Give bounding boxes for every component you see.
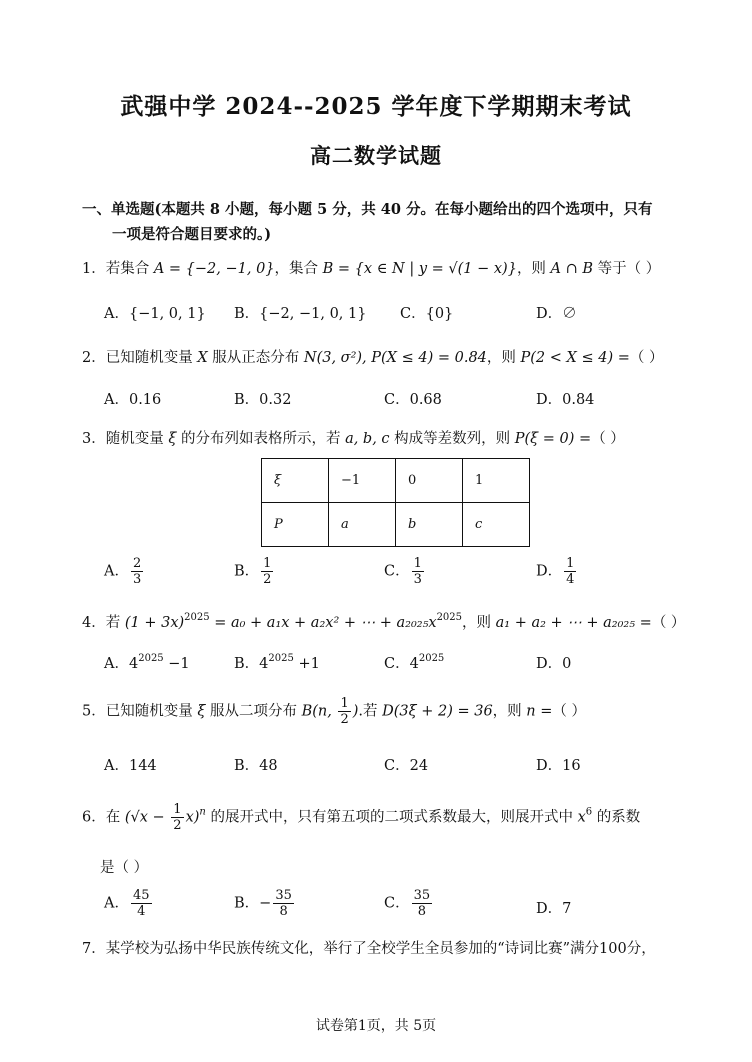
fraction-numerator: 2 <box>132 556 142 571</box>
question-6-continued: 是（ ） <box>100 860 149 876</box>
option-label: C． <box>384 895 410 912</box>
q4-option-a[interactable] <box>104 652 190 673</box>
math-expression: D(3ξ + 2) = 36 <box>382 703 493 720</box>
q5-option-a[interactable]: A．144 <box>104 758 157 774</box>
exponent: 2025 <box>436 612 463 623</box>
question-5 <box>82 696 586 727</box>
option-label: B． <box>234 656 260 672</box>
fraction <box>338 696 350 727</box>
fraction <box>261 556 273 587</box>
q3-option-a[interactable] <box>104 556 145 587</box>
exponent: 6 <box>585 806 593 818</box>
math-variable: x <box>577 809 586 826</box>
question-4 <box>82 611 685 632</box>
question-text: （ ） <box>629 350 664 366</box>
q2-option-c[interactable]: C．0.68 <box>384 392 442 408</box>
exponent: 2025 <box>268 653 294 664</box>
q3-option-d[interactable] <box>536 556 578 587</box>
fraction-numerator: 35 <box>413 888 431 903</box>
math-expression: a, b, c <box>345 431 390 447</box>
question-text: ，则 <box>492 703 527 720</box>
question-number: 2． <box>82 350 106 366</box>
fraction-denominator: 2 <box>263 572 272 587</box>
fraction-numerator: 35 <box>275 888 292 903</box>
table-cell: P <box>262 503 329 547</box>
q5-option-b[interactable]: B．48 <box>234 758 278 774</box>
math-expression: A = {−2, −1, 0} <box>153 261 275 277</box>
option-label: A． <box>104 656 129 672</box>
exponent: 2025 <box>184 612 210 623</box>
math-expression: (1 + 3x) <box>124 615 185 631</box>
table-cell: 1 <box>463 459 530 503</box>
question-number: 3． <box>82 431 106 447</box>
q1-option-b[interactable]: B．{−2, −1, 0, 1} <box>234 306 367 322</box>
question-text: （ ） <box>552 703 586 720</box>
math-expression: N(3, σ²), P(X ≤ 4) = 0.84 <box>303 350 487 366</box>
section-heading-continued: 一项是符合题目要求的。) <box>112 226 272 243</box>
exponent: n <box>199 806 206 818</box>
q2-option-b[interactable]: B．0.32 <box>234 392 292 408</box>
question-text: 在 <box>105 809 125 826</box>
question-text: 等于（ ） <box>593 261 661 277</box>
question-text: 的展开式中，只有第五项的二项式系数最大，则展开式中 <box>205 809 578 826</box>
fraction-denominator: 8 <box>417 904 427 919</box>
option-value: 7 <box>562 901 572 917</box>
question-text: 随机变量 <box>105 431 169 447</box>
question-number: 1． <box>82 261 106 277</box>
table-cell: c <box>463 503 530 547</box>
option-label: D． <box>536 656 563 672</box>
power-base: 4 <box>128 656 139 672</box>
question-text: 服从二项分布 <box>205 703 302 720</box>
table-row <box>262 503 530 547</box>
question-text: ，则 <box>462 615 496 631</box>
table-cell: 0 <box>396 459 463 503</box>
exponent: 2025 <box>138 653 164 664</box>
power-base: 0 <box>562 656 572 672</box>
option-label: C． <box>384 563 410 580</box>
fraction-denominator: 4 <box>137 904 146 919</box>
math-expression: A ∩ B <box>550 261 594 277</box>
fraction <box>412 888 433 919</box>
math-variable: ξ <box>168 431 177 447</box>
table-cell: a <box>329 503 396 547</box>
math-expression: B = {x ∈ N | y = √(1 − x)} <box>322 261 517 277</box>
question-number: 6． <box>82 809 106 826</box>
question-text: （ ） <box>591 431 625 447</box>
option-label: B． <box>234 895 260 912</box>
fraction <box>131 556 143 587</box>
fraction-numerator: 1 <box>263 556 272 571</box>
q5-option-d[interactable]: D．16 <box>536 758 581 774</box>
option-label: A． <box>104 563 129 580</box>
question-text: 若集合 <box>105 261 154 277</box>
fraction <box>412 556 424 587</box>
q1-option-d[interactable]: D．∅ <box>536 306 577 322</box>
question-text: 构成等差数列，则 <box>389 431 515 447</box>
question-text: 已知随机变量 <box>105 350 198 366</box>
math-expression: = a₀ + a₁x + a₂x² + ⋯ + a₂₀₂₅x <box>209 615 437 631</box>
exponent: 2025 <box>418 653 445 664</box>
question-number: 4． <box>82 615 106 631</box>
question-text: 服从正态分布 <box>207 350 304 366</box>
fraction <box>171 802 183 833</box>
page-subtitle: 高二数学试题 <box>310 143 442 168</box>
power-base: 4 <box>409 656 419 672</box>
question-text: ，则 <box>486 350 521 366</box>
question-text: .若 <box>358 703 383 720</box>
fraction-denominator: 3 <box>132 572 142 587</box>
option-label: D． <box>536 901 563 917</box>
question-2 <box>82 346 663 367</box>
question-text: （ ） <box>651 615 686 631</box>
q1-option-c[interactable]: C．{0} <box>400 306 454 322</box>
question-text: 已知随机变量 <box>105 703 198 720</box>
option-label: D． <box>536 563 563 580</box>
question-3 <box>82 427 625 448</box>
power-base: 4 <box>259 656 269 672</box>
option-label: B． <box>234 563 260 580</box>
fraction-denominator: 2 <box>173 818 182 833</box>
option-tail: +1 <box>293 656 320 672</box>
q6-option-a[interactable] <box>104 888 154 919</box>
q3-option-b[interactable] <box>234 556 275 587</box>
fraction-denominator: 8 <box>279 904 288 919</box>
q4-option-c[interactable] <box>384 652 444 673</box>
math-expression: x) <box>185 809 200 826</box>
fraction-denominator: 4 <box>566 572 575 587</box>
math-expression: P(ξ = 0) = <box>514 431 592 447</box>
q4-option-d[interactable] <box>536 652 571 673</box>
math-variable: ξ <box>197 703 206 720</box>
q4-option-b[interactable] <box>234 652 320 673</box>
question-text: ，集合 <box>274 261 323 277</box>
fraction-denominator: 2 <box>340 712 349 727</box>
table-cell: −1 <box>329 459 396 503</box>
fraction-numerator: 1 <box>413 556 422 571</box>
q1-option-a[interactable]: A．{−1, 0, 1} <box>104 306 206 322</box>
fraction-numerator: 1 <box>340 696 349 711</box>
section-heading: 一、单选题(本题共 8 小题，每小题 5 分，共 40 分。在每小题给出的四个选项中，只有 <box>82 201 653 218</box>
q6-option-b[interactable] <box>234 888 296 919</box>
table-cell: ξ <box>262 459 329 503</box>
fraction <box>273 888 294 919</box>
question-7: 7．某学校为弘扬中华民族传统文化，举行了全校学生全员参加的“诗词比赛”满分100分， <box>82 941 656 957</box>
option-sign: − <box>259 895 272 912</box>
q6-option-d[interactable] <box>536 897 571 918</box>
question-text: 若 <box>105 615 125 631</box>
table-cell: b <box>396 503 463 547</box>
fraction-denominator: 3 <box>413 572 422 587</box>
q2-option-a[interactable]: A．0.16 <box>104 392 162 408</box>
q6-option-c[interactable] <box>384 888 434 919</box>
fraction <box>131 888 152 919</box>
math-expression: a₁ + a₂ + ⋯ + a₂₀₂₅ = <box>495 615 652 631</box>
option-tail: −1 <box>163 656 190 672</box>
fraction-numerator: 45 <box>132 888 150 903</box>
option-label: C． <box>384 656 410 672</box>
page-title: 武强中学 2024--2025 学年度下学期期末考试 <box>120 93 632 120</box>
math-variable: X <box>197 350 208 366</box>
fraction-numerator: 1 <box>173 802 182 817</box>
q3-option-c[interactable] <box>384 556 426 587</box>
question-text: ，则 <box>516 261 551 277</box>
q5-option-c[interactable]: C．24 <box>384 758 429 774</box>
math-expression: n = <box>526 703 553 720</box>
question-6 <box>82 802 640 833</box>
q2-option-d[interactable]: D．0.84 <box>536 392 595 408</box>
math-expression: ) <box>352 703 359 720</box>
question-1 <box>82 257 660 278</box>
fraction-numerator: 1 <box>566 556 575 571</box>
question-number: 5． <box>82 703 106 720</box>
fraction <box>564 556 576 587</box>
math-expression: (√x − <box>124 809 170 826</box>
math-expression: B(n, <box>301 703 337 720</box>
table-row <box>262 459 530 503</box>
distribution-table <box>261 458 530 547</box>
option-label: A． <box>104 895 129 912</box>
question-text: 的系数 <box>592 809 641 826</box>
math-expression: P(2 < X ≤ 4) = <box>520 350 630 366</box>
question-text: 的分布列如表格所示，若 <box>176 431 346 447</box>
page-footer: 试卷第1页，共 5页 <box>315 1018 437 1034</box>
